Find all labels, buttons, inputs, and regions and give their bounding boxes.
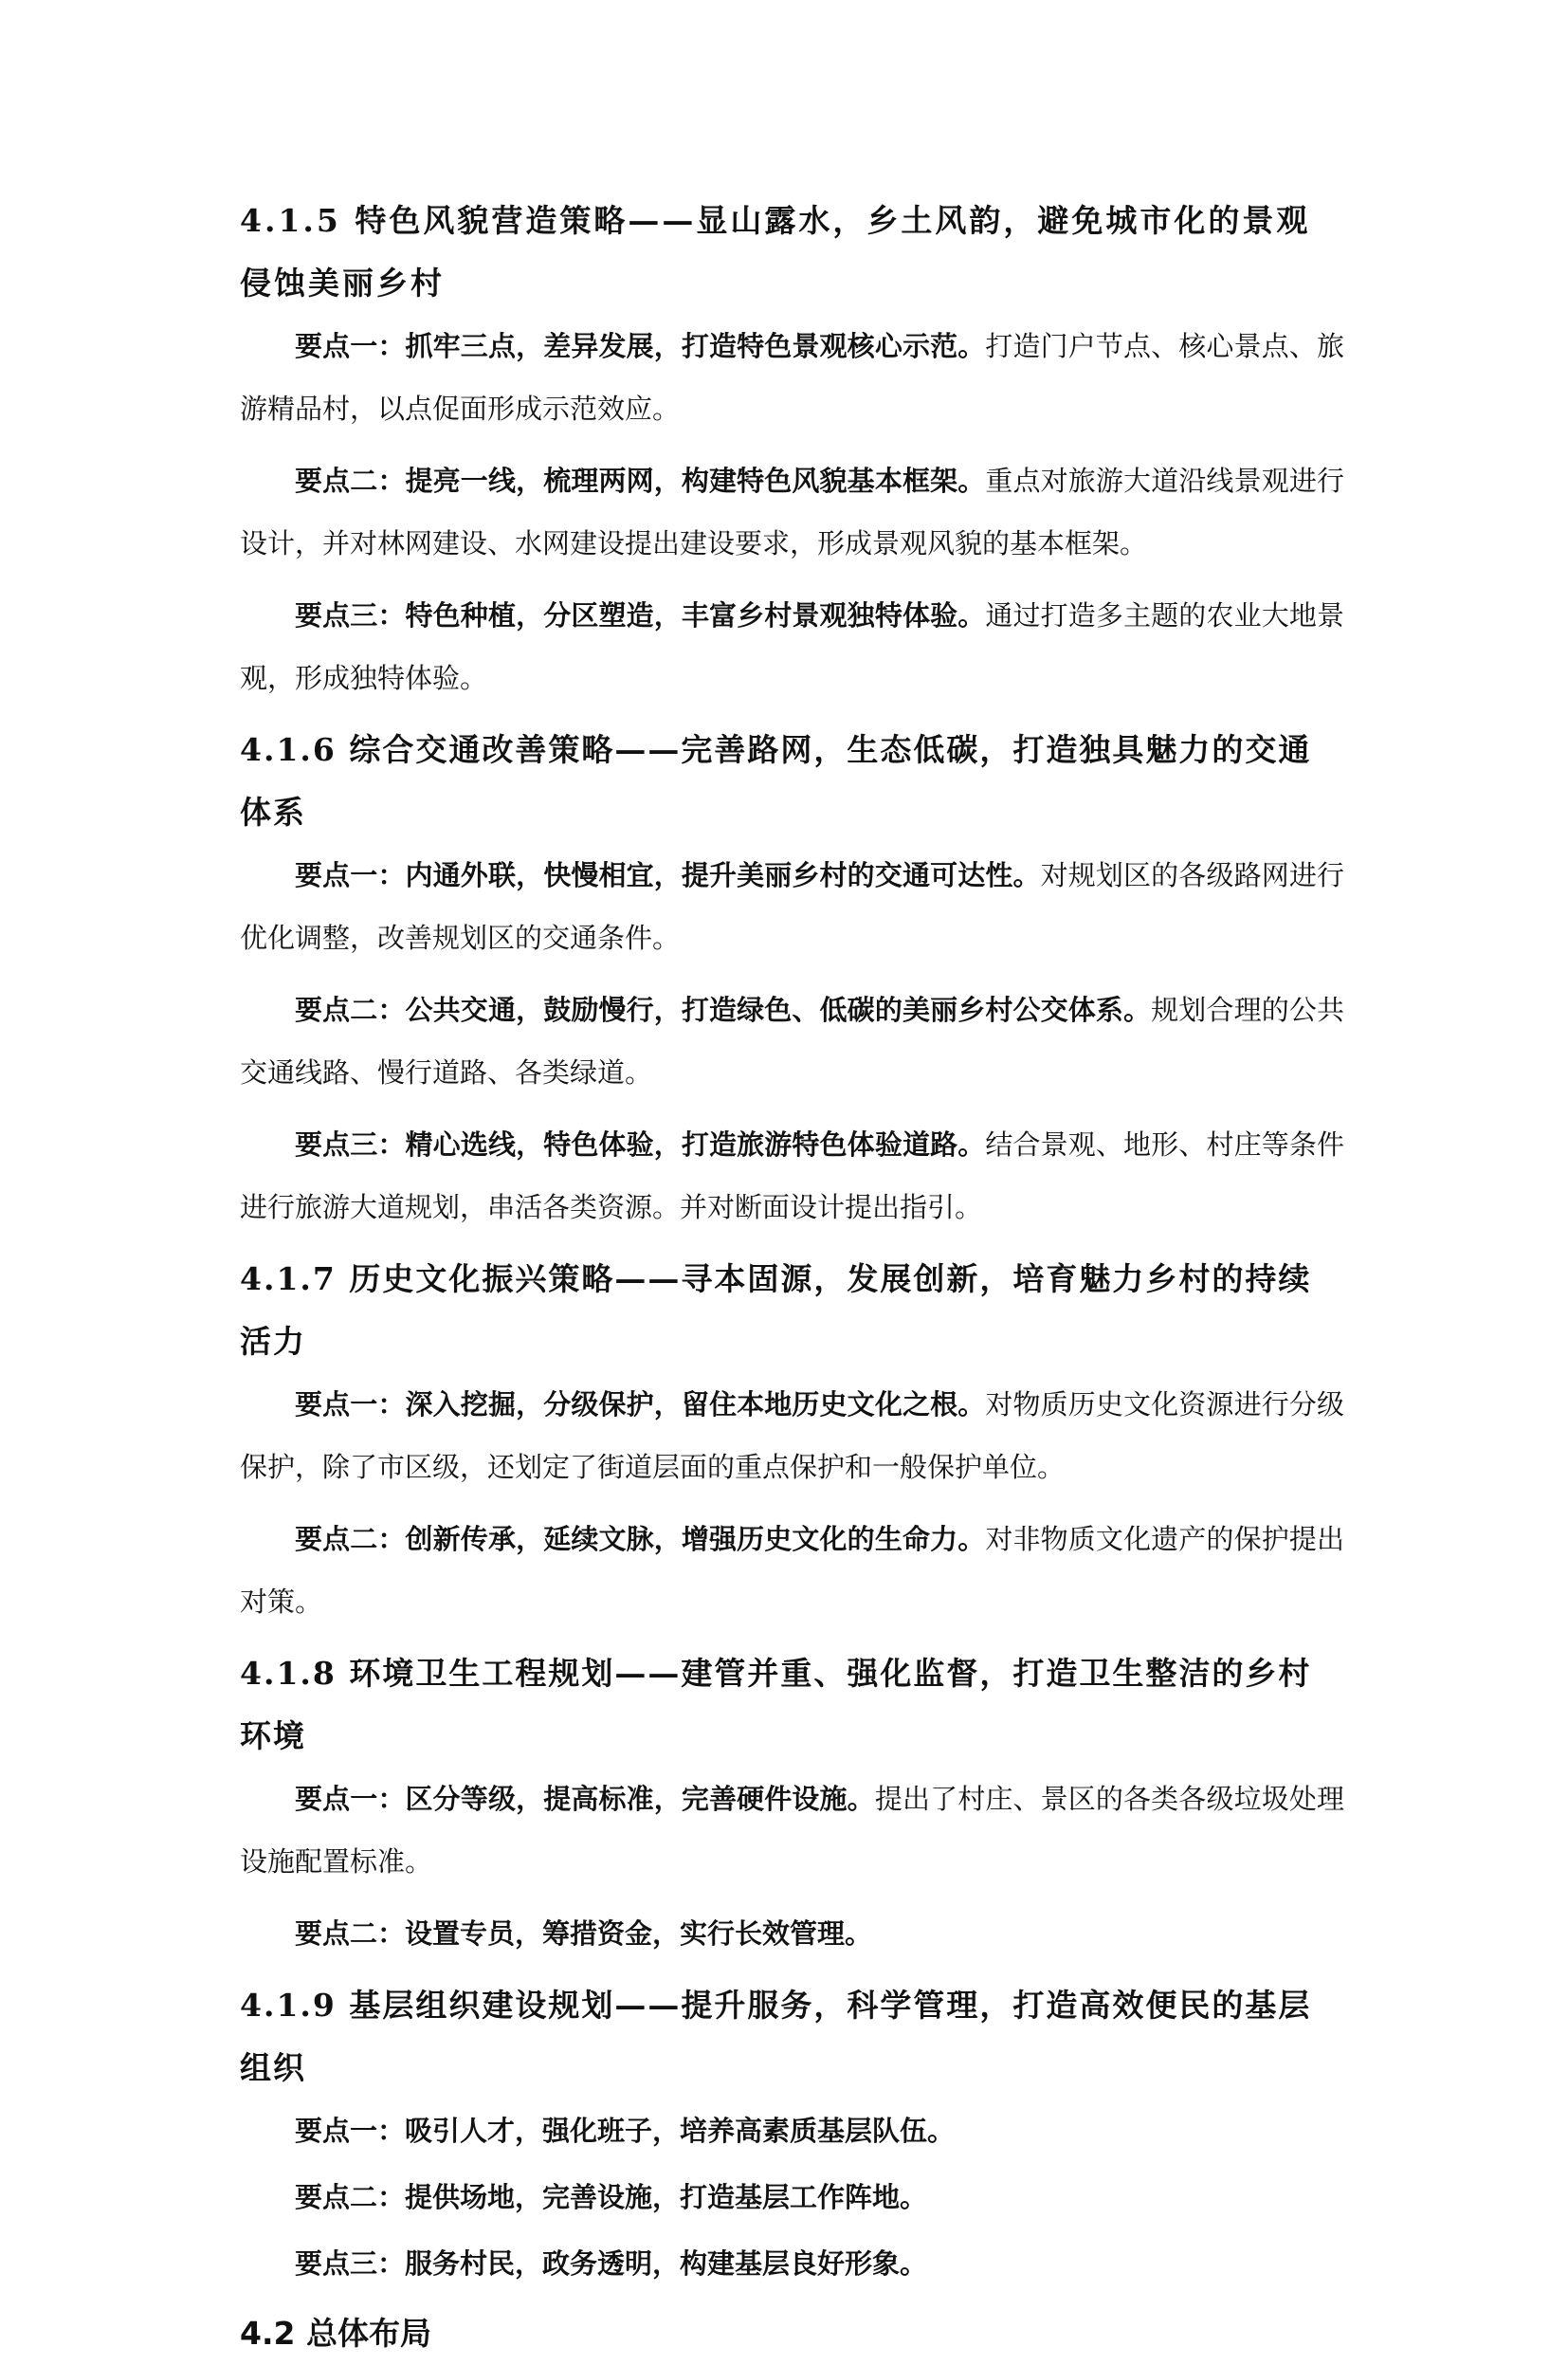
paragraph	[240, 979, 1344, 1104]
section-heading-4-1-6: 4.1.6 综合交通改善策略——完善路网，生态低碳，打造独具魅力的交通体系	[240, 731, 1312, 831]
point-body: 规划合理的公共交通线路、慢行道路、各类绿道。	[240, 994, 1344, 1089]
point-lead: 要点一：内通外联，快慢相宜，提升美丽乡村的交通可达性。	[295, 859, 1041, 891]
section-heading-4-1-5: 4.1.5 特色风貌营造策略——显山露水，乡土风韵，避免城市化的景观侵蚀美丽乡村	[240, 202, 1311, 302]
point-body: 重点对旅游大道沿线景观进行设计，并对林网建设、水网建设提出建设要求，形成景观风貌的基本框架。	[240, 465, 1344, 559]
point-body: 提出了村庄、景区的各类各级垃圾处理设施配置标准。	[240, 1783, 1344, 1878]
point-body: 打造门户节点、核心景点、旅游精品村，以点促面形成示范效应。	[240, 330, 1344, 425]
point-lead: 要点一：深入挖掘，分级保护，留住本地历史文化之根。	[295, 1388, 986, 1421]
paragraph	[240, 584, 1344, 709]
point-lead: 要点二：设置专员，筹措资金，实行长效管理。	[295, 1917, 873, 1950]
point-body: 对规划区的各级路网进行优化调整，改善规划区的交通条件。	[240, 859, 1344, 954]
point-lead: 要点三：精心选线，特色体验，打造旅游特色体验道路。	[295, 1128, 986, 1161]
point-lead: 要点三：特色种植，分区塑造，丰富乡村景观独特体验。	[295, 599, 986, 632]
paragraph	[240, 1113, 1344, 1238]
paragraph	[240, 1508, 1344, 1633]
section-heading-4-1-8: 4.1.8 环境卫生工程规划——建管并重、强化监督，打造卫生整洁的乡村环境	[240, 1655, 1312, 1754]
point-lead: 要点二：提亮一线，梳理两网，构建特色风貌基本框架。	[295, 465, 986, 497]
section-heading-4-2: 4.2 总体布局	[240, 2315, 431, 2352]
point-body: 对非物质文化遗产的保护提出对策。	[240, 1523, 1344, 1618]
point-lead: 要点三：服务村民，政务透明，构建基层良好形象。	[295, 2247, 928, 2280]
paragraph	[240, 2232, 1344, 2295]
document-page	[240, 190, 1344, 2365]
point-body: 对物质历史文化资源进行分级保护，除了市区级，还划定了街道层面的重点保护和一般保护单位。	[240, 1388, 1344, 1483]
point-lead: 要点一：抓牢三点，差异发展，打造特色景观核心示范。	[295, 330, 986, 362]
point-lead: 要点一：区分等级，提高标准，完善硬件设施。	[295, 1783, 875, 1815]
point-lead: 要点二：提供场地，完善设施，打造基层工作阵地。	[295, 2181, 928, 2213]
paragraph	[240, 315, 1344, 440]
paragraph	[240, 2166, 1344, 2228]
paragraph	[240, 449, 1344, 575]
section-heading-4-1-7: 4.1.7 历史文化振兴策略——寻本固源，发展创新，培育魅力乡村的持续活力	[240, 1260, 1312, 1360]
point-lead: 要点二：创新传承，延续文脉，增强历史文化的生命力。	[295, 1523, 986, 1555]
point-body: 结合景观、地形、村庄等条件进行旅游大道规划，串活各类资源。并对断面设计提出指引。	[240, 1128, 1344, 1223]
paragraph	[240, 1768, 1344, 1893]
point-lead: 要点一：吸引人才，强化班子，培养高素质基层队伍。	[295, 2115, 956, 2147]
point-lead: 要点二：公共交通，鼓励慢行，打造绿色、低碳的美丽乡村公交体系。	[295, 994, 1152, 1026]
paragraph	[240, 2099, 1344, 2162]
paragraph	[240, 1902, 1344, 1965]
point-body: 通过打造多主题的农业大地景观，形成独特体验。	[240, 599, 1344, 694]
section-heading-4-1-9: 4.1.9 基层组织建设规划——提升服务，科学管理，打造高效便民的基层组织	[240, 1987, 1312, 2086]
paragraph	[240, 1373, 1344, 1498]
paragraph	[240, 844, 1344, 969]
